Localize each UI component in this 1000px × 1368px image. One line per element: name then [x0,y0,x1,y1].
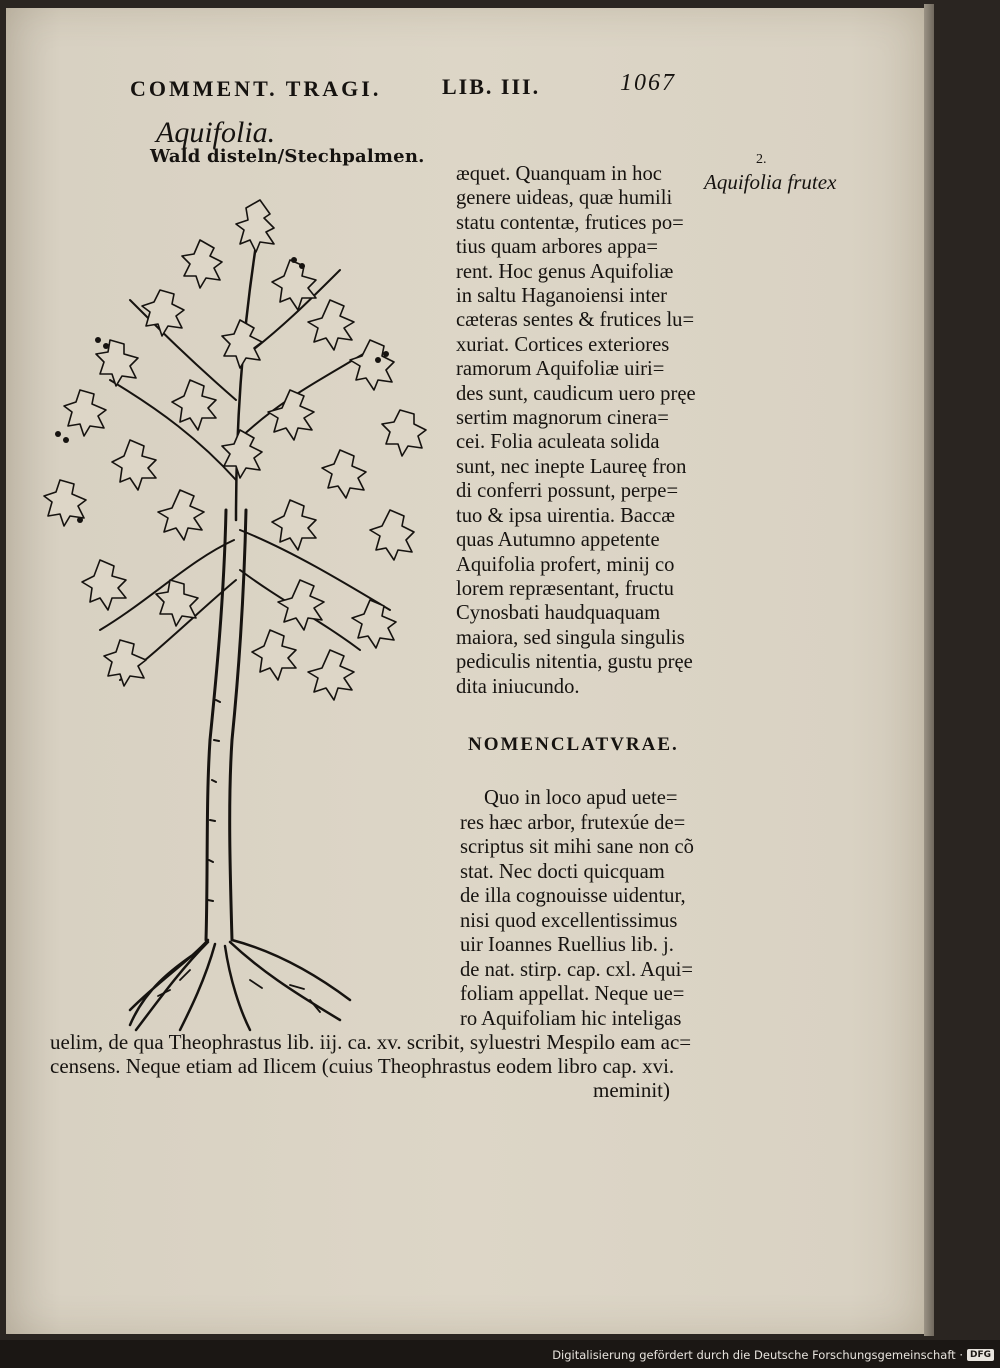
header-left: COMMENT. TRAGI. [130,76,382,101]
text-line: tius quam arbores appa= [456,236,659,259]
text-line: quas Autumno appetente [456,529,660,552]
text-line: uir Ioannes Ruellius lib. j. [460,934,674,956]
text-line: tuo & ipsa uirentia. Baccæ [456,504,676,527]
digitization-footer [552,1346,994,1364]
text-line: des sunt, caudicum uero pręe [456,382,696,405]
holly-tree-woodcut [40,180,440,1040]
text-column-description [456,162,702,699]
margin-number: 2. [756,152,767,167]
text-line: foliam appellat. Neque ue= [460,983,685,1005]
text-line: ramorum Aquifoliæ uiri= [456,358,665,381]
text-line: nisi quod excellentissimus [460,909,678,932]
text-line: Aquifolia profert, minij co [456,553,675,576]
text-column-nomenclature [460,786,706,1031]
text-line: di conferri possunt, perpe= [456,480,679,503]
text-line: de nat. stirp. cap. cxl. Aqui= [460,958,693,981]
text-line: pediculis nitentia, gustu pręe [456,651,693,674]
text-line: sunt, nec inepte Laureę fron [456,455,687,478]
page-number: 1067 [620,70,676,96]
text-line: sertim magnorum cinera= [456,407,669,430]
section-heading: NOMENCLATVRAE. [468,734,679,755]
text-line: rent. Hoc genus Aquifoliæ [456,260,674,283]
text-line: stat. Nec docti quicquam [460,860,665,883]
text-line: Quo in loco apud uete= [484,787,678,809]
margin-note: Aquifolia frutex [704,170,837,194]
text-line: dita iniucundo. [456,675,580,698]
text-line: ro Aquifoliam hic inteligas [460,1007,682,1030]
text-full-width [50,1030,710,1102]
plant-title: Aquifolia. [156,116,276,149]
text-line: cæteras sentes & frutices lu= [456,309,695,332]
text-line: in saltu Haganoiensi inter [456,285,668,308]
plant-vernacular-names: Wald disteln/Stechpalmen. [150,146,425,167]
text-line: maiora, sed singula singulis [456,626,685,649]
running-header [130,70,690,104]
text-line: uelim, de qua Theophrastus lib. iij. ca. xv. scribit, syluestri Mespilo eam ac= [50,1030,692,1054]
text-line: æquet. Quanquam in hoc [456,163,662,185]
footer-credit: Digitalisierung gefördert durch die Deutsche Forschungsgemeinschaft · [552,1348,963,1362]
text-line: res hæc arbor, frutexúe de= [460,811,686,834]
text-line: lorem repræsentant, fructu [456,577,674,600]
text-line: cei. Folia aculeata solida [456,431,660,454]
dfg-logo: DFG [967,1349,994,1361]
text-line: xuriat. Cortices exteriores [456,333,670,356]
text-line: censens. Neque etiam ad Ilicem (cuius Theophrastus eodem libro cap. xvi. [50,1054,675,1078]
text-line: genere uideas, quæ humili [456,187,673,210]
page-edge [924,4,934,1336]
text-line: statu contentæ, frutices po= [456,211,684,234]
text-line: Cynosbati haudquaquam [456,602,661,625]
text-line: meminit) [593,1078,670,1102]
header-book: LIB. III. [442,74,541,99]
text-line: scriptus sit mihi sane non cõ [460,836,694,858]
text-line: de illa cognouisse uidentur, [460,885,686,907]
